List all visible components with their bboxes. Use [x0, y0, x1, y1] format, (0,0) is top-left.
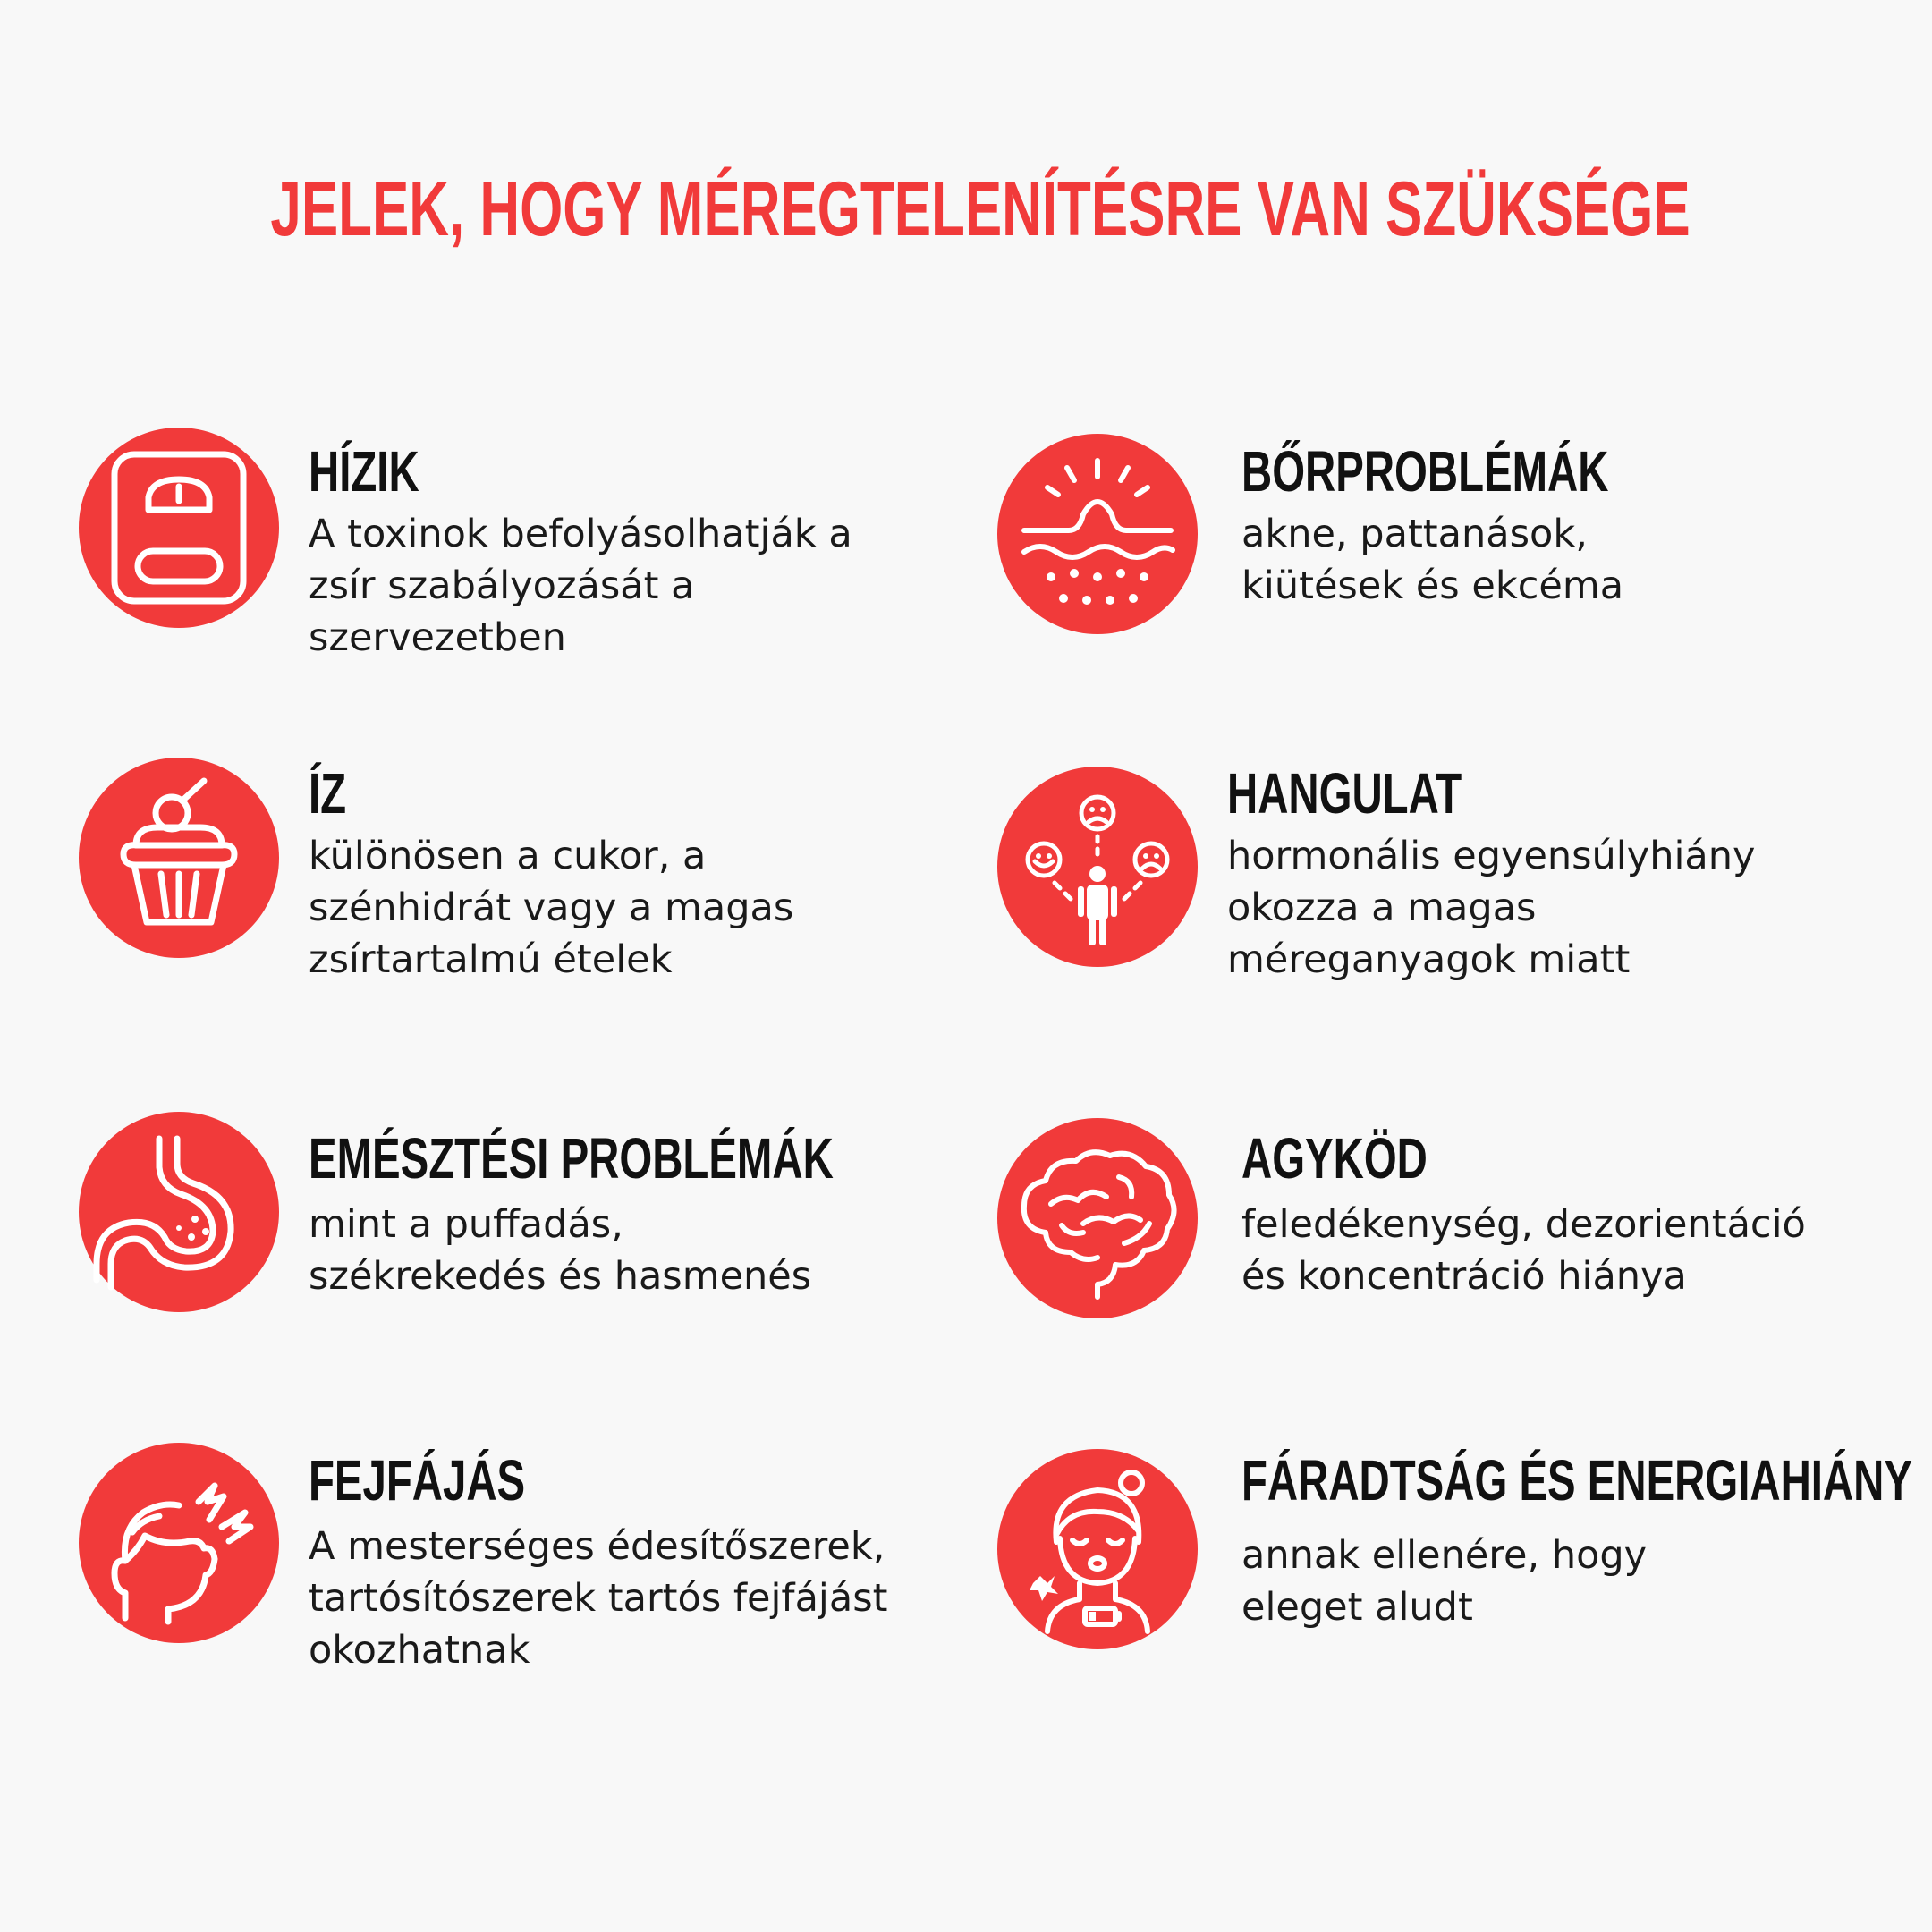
item-heading: FEJFÁJÁS	[309, 1448, 526, 1513]
item-description: A mesterséges édesítőszerek, tartósítószerek tartós fejfájást okozhatnak	[309, 1524, 888, 1673]
item-description: feledékenység, dezorientáció és koncentráció hiánya	[1241, 1202, 1806, 1299]
item-description: különösen a cukor, a szénhidrát vagy a magas zsírtartalmú ételek	[309, 834, 794, 982]
item-heading: AGYKÖD	[1241, 1126, 1428, 1191]
item-heading: BŐRPROBLÉMÁK	[1241, 439, 1609, 504]
stomach-icon	[79, 1112, 279, 1312]
page-title: JELEK, HOGY MÉREGTELENÍTÉSRE VAN SZÜKSÉGE	[270, 166, 1690, 252]
item-heading: EMÉSZTÉSI PROBLÉMÁK	[309, 1126, 834, 1191]
item-description: A toxinok befolyásolhatják a zsír szabályozását a szervezetben	[309, 512, 852, 660]
mood-icon	[997, 767, 1198, 967]
item-heading: FÁRADTSÁG ÉS ENERGIAHIÁNY	[1241, 1448, 1912, 1513]
item-description: hormonális egyensúlyhiány okozza a magas méreganyagok miatt	[1227, 834, 1756, 982]
item-heading: HANGULAT	[1227, 761, 1462, 826]
item-heading: HÍZIK	[309, 439, 419, 504]
skin-icon	[997, 434, 1198, 634]
headache-icon	[79, 1443, 279, 1643]
tired-person-icon	[997, 1449, 1198, 1649]
scale-icon	[79, 428, 279, 628]
brain-icon	[997, 1118, 1198, 1318]
item-heading: ÍZ	[309, 761, 347, 826]
cupcake-icon	[79, 758, 279, 958]
item-description: akne, pattanások, kiütések és ekcéma	[1241, 512, 1624, 608]
item-description: annak ellenére, hogy eleget aludt	[1241, 1533, 1648, 1630]
item-description: mint a puffadás, székrekedés és hasmenés	[309, 1202, 812, 1299]
